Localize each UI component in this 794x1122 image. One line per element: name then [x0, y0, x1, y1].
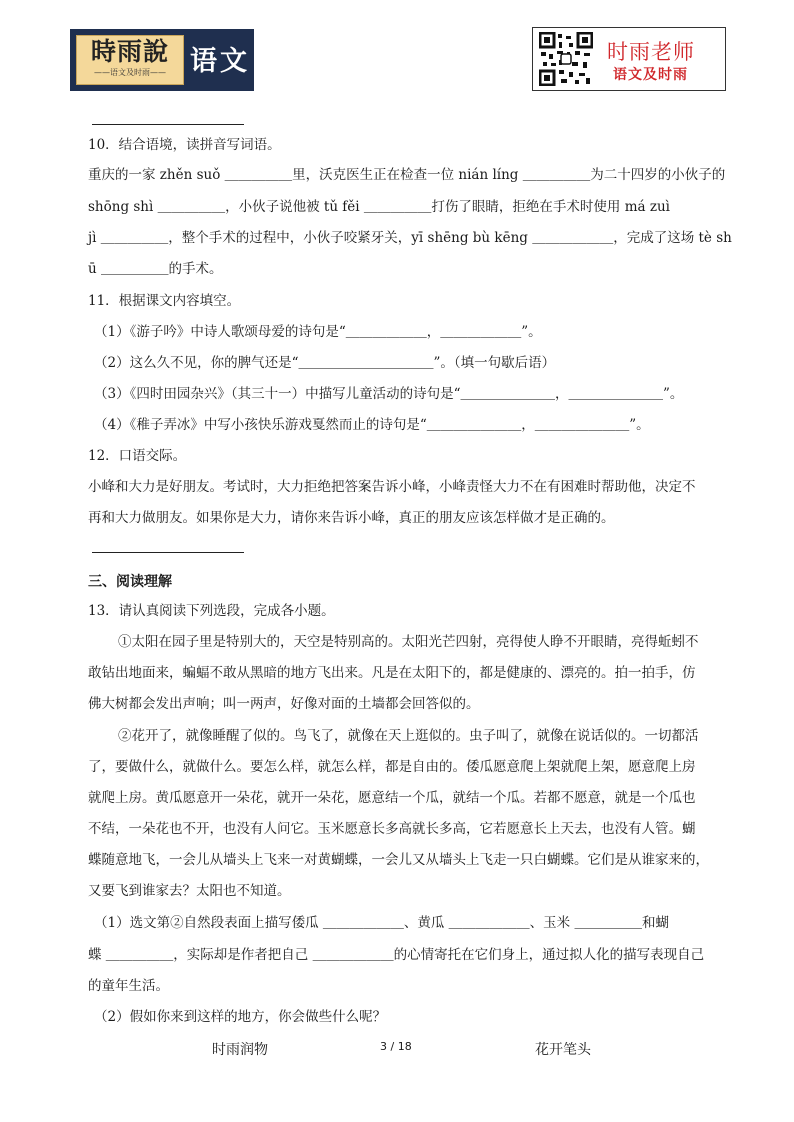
passage-paragraph-2: 不结，一朵花也不开，也没有人问它。玉米愿意长多高就长多高，它若愿意长上天去，也没有人管。蝴: [88, 821, 696, 837]
question-11-item: （3）《四时田园杂兴》（其三十一）中描写儿童活动的诗句是“＿＿＿＿＿＿＿，＿＿＿＿＿＿＿”。: [94, 386, 684, 402]
subquestion-1: 蝶 ＿＿＿＿＿，实际却是作者把自己 ＿＿＿＿＿＿的心情寄托在它们身上，通过拟人化的描写表现自己: [88, 947, 705, 963]
question-12-line: 小峰和大力是好朋友。考试时，大力拒绝把答案告诉小峰，小峰责怪大力不在有困难时帮助他，决定不: [88, 479, 696, 495]
page-number: 3 / 18: [380, 1040, 412, 1053]
teacher-slogan: 语文及时雨: [613, 67, 688, 83]
footer-right: 花开笔头: [535, 1042, 591, 1058]
answer-line: [92, 124, 244, 125]
footer-left: 时雨润物: [212, 1042, 268, 1058]
subject-label: 语文: [190, 46, 250, 77]
passage-paragraph-2: 蝶随意地飞，一会儿从墙头上飞来一对黄蝴蝶，一会儿又从墙头上飞走一只白蝴蝶。它们是从谁家来的，: [88, 852, 709, 868]
subquestion-1: （1）选文第②自然段表面上描写倭瓜 ＿＿＿＿＿＿、黄瓜 ＿＿＿＿＿＿、玉米 ＿＿＿＿＿和蝴: [94, 915, 669, 931]
logo-subtext: ——语文及时雨——: [94, 68, 166, 77]
logo-text: 時雨說: [90, 37, 169, 66]
question-11-item: （1）《游子吟》中诗人歌颂母爱的诗句是“＿＿＿＿＿＿，＿＿＿＿＿＿”。: [94, 324, 542, 340]
question-13-title: 13．请认真阅读下列选段，完成各小题。: [88, 603, 335, 619]
question-10-line: shōng shì ＿＿＿＿＿，小伙子说他被 tǔ fěi ＿＿＿＿＿打伤了眼睛，拒绝在手术时使用 má zuì: [88, 199, 670, 215]
answer-line: [92, 552, 244, 553]
question-11-item: （2）这么久不见，你的脾气还是“＿＿＿＿＿＿＿＿＿＿”。（填一句歇后语）: [94, 355, 556, 371]
logo-badge: [76, 35, 184, 85]
passage-paragraph-1: 敢钻出地面来，蝙蝠不敢从黑暗的地方飞出来。凡是在太阳下的，都是健康的、漂亮的。拍一拍手，仿: [88, 665, 696, 681]
subquestion-1: 的童年生活。: [88, 978, 169, 994]
question-10-line: 重庆的一家 zhěn suǒ ＿＿＿＿＿里，沃克医生正在检查一位 nián líng ＿＿＿＿＿为二十四岁的小伙子的: [88, 167, 726, 183]
section-heading: 三、阅读理解: [88, 574, 172, 590]
teacher-name: 时雨老师: [607, 40, 695, 64]
teacher-badge: [532, 27, 726, 91]
brand-logo: [70, 29, 254, 91]
passage-paragraph-2: ②花开了，就像睡醒了似的。鸟飞了，就像在天上逛似的。虫子叫了，就像在说话似的。一切都活: [118, 728, 699, 744]
passage-paragraph-2: 又要飞到谁家去？太阳也不知道。: [88, 883, 291, 899]
question-12-title: 12．口语交际。: [88, 448, 187, 464]
question-10-title: 10．结合语境，读拼音写词语。: [88, 137, 281, 153]
question-10-line: ū ＿＿＿＿＿的手术。: [88, 261, 223, 277]
passage-paragraph-1: ①太阳在园子里是特别大的，天空是特别高的。太阳光芒四射，亮得使人睁不开眼睛，亮得蚯蚓不: [118, 634, 699, 650]
passage-paragraph-2: 了，要做什么，就做什么。要怎么样，就怎么样，都是自由的。倭瓜愿意爬上架就爬上架，愿意爬上房: [88, 759, 696, 775]
passage-paragraph-2: 就爬上房。黄瓜愿意开一朵花，就开一朵花，愿意结一个瓜，就结一个瓜。若都不愿意，就是一个瓜也: [88, 790, 696, 806]
question-11-item: （4）《稚子弄冰》中写小孩快乐游戏戛然而止的诗句是“＿＿＿＿＿＿＿，＿＿＿＿＿＿＿”。: [94, 417, 650, 433]
question-10-line: jì ＿＿＿＿＿，整个手术的过程中，小伙子咬紧牙关，yī shēng bù kēng ＿＿＿＿＿＿，完成了这场 tè sh: [88, 230, 732, 246]
passage-paragraph-1: 佛大树都会发出声响；叫一两声，好像对面的土墙都会回答似的。: [88, 696, 480, 712]
qr-code-icon: [539, 32, 593, 86]
question-12-line: 再和大力做朋友。如果你是大力，请你来告诉小峰，真正的朋友应该怎样做才是正确的。: [88, 510, 615, 526]
subquestion-2: （2）假如你来到这样的地方，你会做些什么呢？: [94, 1009, 387, 1025]
question-11-title: 11．根据课文内容填空。: [88, 293, 241, 309]
